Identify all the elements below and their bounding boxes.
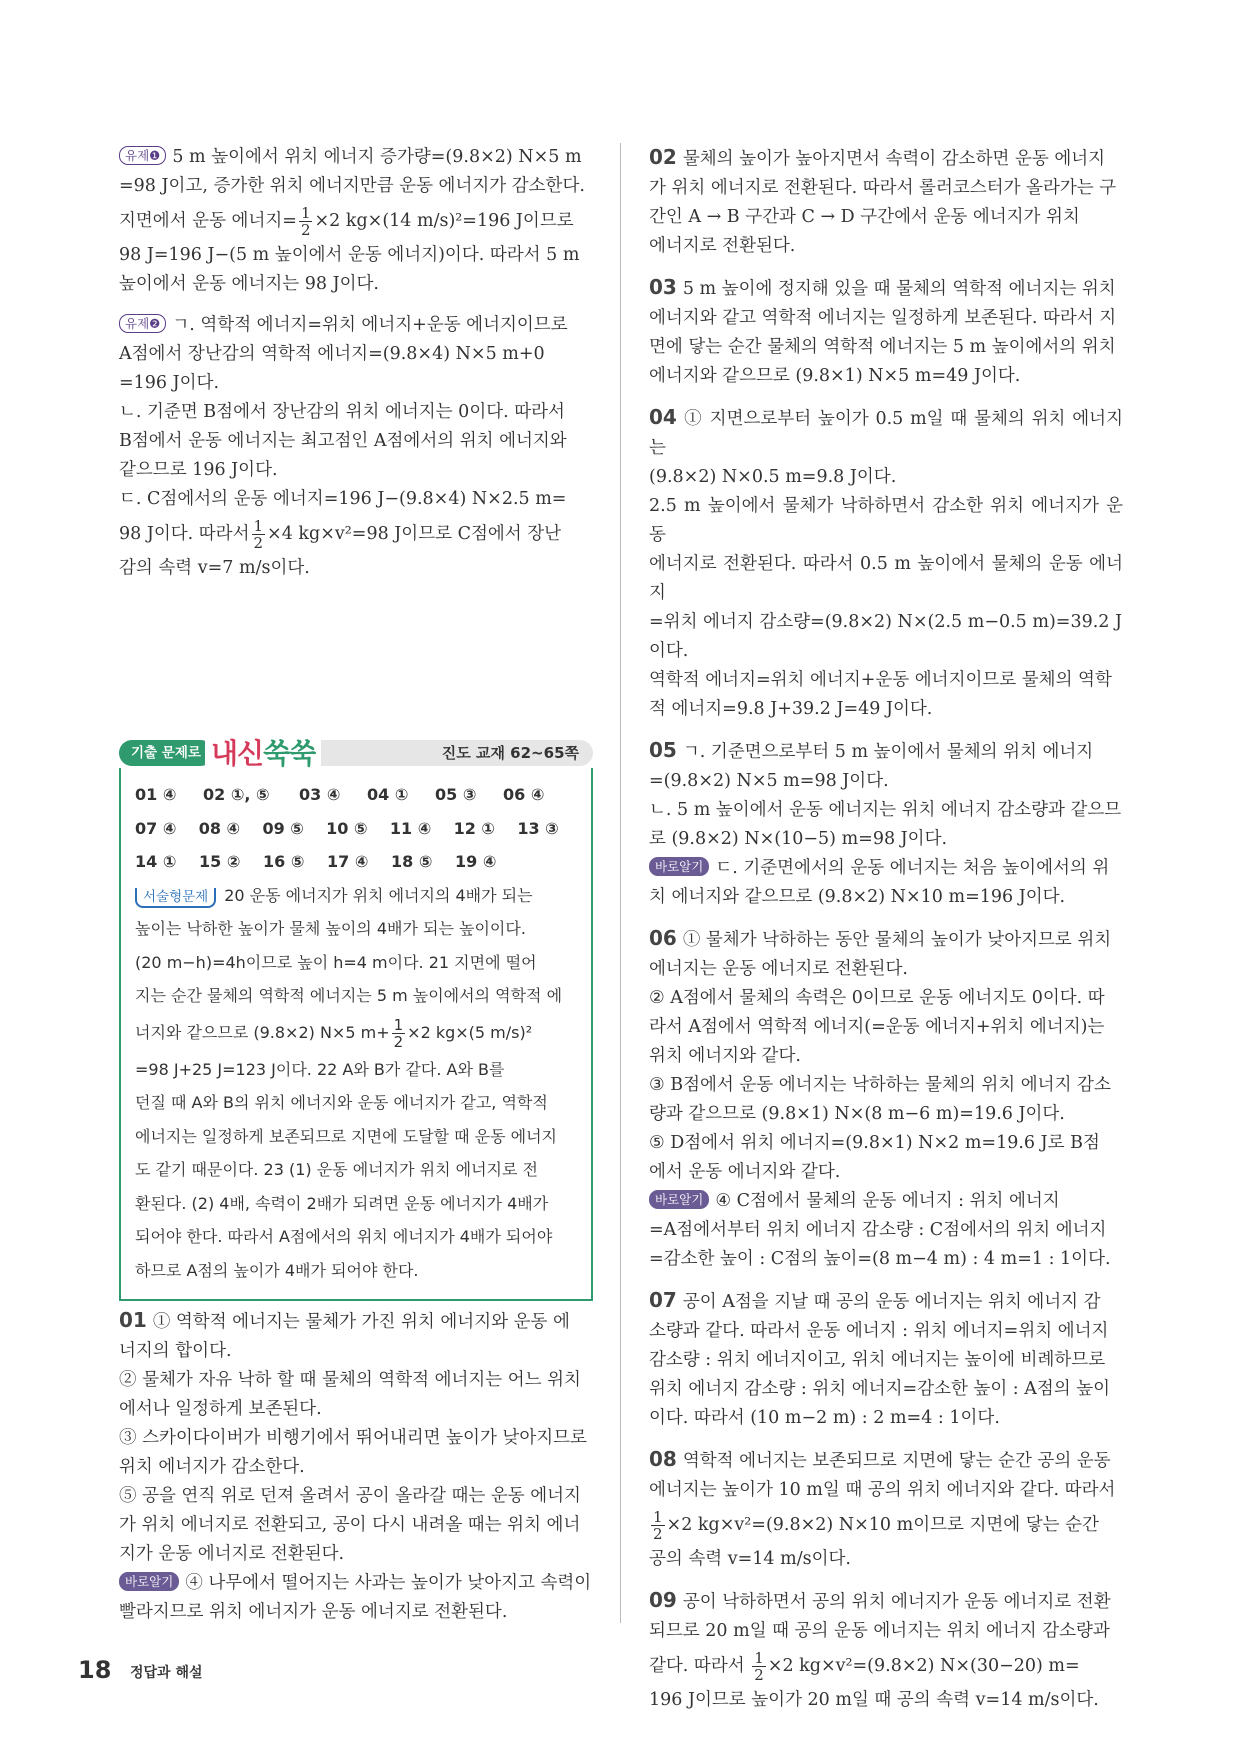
- correction-tag: 바로알기: [119, 1572, 179, 1591]
- fraction: $\frac{1}{2}$: [300, 204, 311, 239]
- text-line: 에너지로 전환된다. 따라서 0.5 m 높이에서 물체의 운동 에너지: [649, 554, 1123, 603]
- text-line: 98 J이다. 따라서: [119, 524, 250, 544]
- question-number: 09: [649, 1588, 677, 1612]
- text-line: 소량과 같다. 따라서 운동 에너지 : 위치 에너지=위치 에너지: [649, 1321, 1109, 1341]
- example-1: [119, 143, 593, 299]
- question-number: 07: [649, 1288, 677, 1312]
- text-line: 되어야 한다. 따라서 A점에서의 위치 에너지가 4배가 되어야: [135, 1227, 553, 1246]
- answer-07: 07 공이 A점을 지날 때 공의 운동 에너지는 위치 에너지 감 소량과 같다. 따라서 운동 에너지 : 위치 에너지=위치 에너지 감소량 : 위치 에너지이고, 위치 에너지는 높이에 비례하므로 위치 에너지 감소량 : 위치 에너지=감소한 높이 : A점의 높이 이다. 따라서 (10 m−2 m) : 2 m=4 : 1이다.: [649, 1286, 1123, 1433]
- text-line: 하므로 A점의 높이가 4배가 되어야 한다.: [135, 1260, 419, 1280]
- text-line: ⑤ D점에서 위치 에너지=(9.8×1) N×2 m=19.6 J로 B점: [649, 1133, 1100, 1153]
- answer-box: [119, 734, 593, 1301]
- footer-label: 정답과 해설: [130, 1665, 203, 1681]
- text-line: 위치 에너지가 감소한다.: [119, 1457, 305, 1477]
- text-line: 가 위치 에너지로 전환되고, 공이 다시 내려올 때는 위치 에너: [119, 1515, 581, 1535]
- question-number: 02: [649, 145, 677, 169]
- right-column: [649, 143, 1123, 1727]
- text-line: (20 m−h)=4h이므로 높이 h=4 m이다. 21 지면에 떨어: [135, 952, 537, 972]
- text-line: 역학적 에너지=위치 에너지+운동 에너지이므로 물체의 역학: [649, 670, 1112, 690]
- answer-box-header: [119, 734, 593, 770]
- fraction: $\frac{1}{2}$: [754, 1649, 764, 1684]
- fraction: $\frac{1}{2}$: [653, 1508, 663, 1543]
- text-line: 던질 때 A와 B의 위치 에너지와 운동 에너지가 같고, 역학적: [135, 1093, 548, 1112]
- text-line: 2.5 m 높이에서 물체가 낙하하면서 감소한 위치 에너지가 운동: [649, 496, 1123, 545]
- answer-01: [119, 1306, 593, 1639]
- text-line: 면에 닿는 순간 물체의 역학적 에너지는 5 m 높이에서의 위치: [649, 337, 1116, 357]
- text-line: =98 J+25 J=123 J이다. 22 A와 B가 같다. A와 B를: [135, 1059, 505, 1079]
- text-line: 에너지와 같고 역학적 에너지는 일정하게 보존된다. 따라서 지: [649, 308, 1117, 328]
- answer-08: 08 역학적 에너지는 보존되므로 지면에 닿는 순간 공의 운동 에너지는 높이가 10 m일 때 공의 위치 에너지와 같다. 따라서 $\frac{1}{2}$ ×2 kg×v²=(9.8×2) N×10 m이므로 지면에 닿는 순간 공의 속력 v=14 m/s이다.: [649, 1445, 1123, 1574]
- question-number: 01: [119, 1308, 147, 1332]
- text-line: 에너지는 운동 에너지로 전환된다.: [649, 959, 908, 979]
- fraction: $\frac{1}{2}$: [253, 517, 264, 552]
- answer-02: 02 물체의 높이가 높아지면서 속력이 감소하면 운동 에너지 가 위치 에너지로 전환된다. 따라서 롤러코스터가 올라가는 구 간인 A → B 구간과 C → D 구간에서 운동 에너지가 위치 에너지로 전환된다.: [649, 143, 1123, 261]
- text-line: 량과 같으므로 (9.8×1) N×(8 m−6 m)=19.6 J이다.: [649, 1104, 1065, 1124]
- text-line: 라서 A점에서 역학적 에너지(=운동 에너지+위치 에너지)는: [649, 1017, 1105, 1037]
- text-line: =98 J이고, 증가한 위치 에너지만큼 운동 에너지가 감소한다.: [119, 176, 585, 196]
- answer-04: 04 ① 지면으로부터 높이가 0.5 m일 때 물체의 위치 에너지는 (9.8×2) N×0.5 m=9.8 J이다. 2.5 m 높이에서 물체가 낙하하면서 감소한 위치 에너지가 운동 에너지로 전환된다. 따라서 0.5 m 높이에서 물체의 운동 에너지 =위치 에너지 감소량=(9.8×2) N×(2.5 m−0.5 m)=39.2 J 이다. 역학적 에너지=위치 에너지+운동 에너지이므로 물체의 역학 적 에너지=9.8 J+39.2 J=49 J이다.: [649, 403, 1123, 724]
- text-line: 너지와 같으므로 (9.8×2) N×5 m+: [135, 1022, 390, 1042]
- text-line: 에너지는 높이가 10 m일 때 공의 위치 에너지와 같다. 따라서: [649, 1480, 1116, 1500]
- text-line: B점에서 운동 에너지는 최고점인 A점에서의 위치 에너지와: [119, 431, 567, 451]
- answer-05: 05 ㄱ. 기준면으로부터 5 m 높이에서 물체의 위치 에너지 =(9.8×2) N×5 m=98 J이다. ㄴ. 5 m 높이에서 운동 에너지는 위치 에너지 감소량과 같으므 로 (9.8×2) N×(10−5) m=98 J이다. 바로알기 ㄷ. 기준면에서의 운동 에너지는 처음 높이에서의 위 치 에너지와 같으므로 (9.8×2) N×10 m=196 J이다.: [649, 736, 1123, 912]
- text-line: ×2 kg×(14 m/s)²=196 J이므로: [314, 211, 574, 231]
- column-divider: [620, 143, 621, 1623]
- text-line: =위치 에너지 감소량=(9.8×2) N×(2.5 m−0.5 m)=39.2 J: [649, 612, 1123, 632]
- text-line: 20 운동 에너지가 위치 에너지의 4배가 되는: [224, 885, 533, 905]
- text-line: 에서나 일정하게 보존된다.: [119, 1399, 322, 1419]
- text-line: 빨라지므로 위치 에너지가 운동 에너지로 전환된다.: [119, 1602, 508, 1622]
- question-number: 06: [649, 926, 677, 950]
- text-line: ② A점에서 물체의 속력은 0이므로 운동 에너지도 0이다. 따: [649, 988, 1105, 1008]
- text-line: 지가 운동 에너지로 전환된다.: [119, 1544, 345, 1564]
- text-line: 지는 순간 물체의 역학적 에너지는 5 m 높이에서의 역학적 에: [135, 986, 563, 1005]
- text-line: ⑤ 공을 연직 위로 던져 올려서 공이 올라갈 때는 운동 에너지: [119, 1486, 581, 1506]
- answer-03: 03 5 m 높이에 정지해 있을 때 물체의 역학적 에너지는 위치 에너지와 같고 역학적 에너지는 일정하게 보존된다. 따라서 지 면에 닿는 순간 물체의 역학적 에너지는 5 m 높이에서의 위치 에너지와 같으므로 (9.8×1) N×5 m=49 J이다.: [649, 273, 1123, 391]
- text-line: 위치 에너지와 같다.: [649, 1046, 801, 1066]
- question-number: 05: [649, 738, 677, 762]
- text-line: 공의 속력 v=14 m/s이다.: [649, 1549, 851, 1569]
- correction-tag: 바로알기: [649, 857, 709, 876]
- answer-06: 06 ① 물체가 낙하하는 동안 물체의 높이가 낮아지므로 위치 에너지는 운동 에너지로 전환된다. ② A점에서 물체의 속력은 0이므로 운동 에너지도 0이다. 따 라서 A점에서 역학적 에너지(=운동 에너지+위치 에너지)는 위치 에너지와 같다. ③ B점에서 운동 에너지는 낙하하는 물체의 위치 에너지 감소 량과 같으므로 (9.8×1) N×(8 m−6 m)=19.6 J이다. ⑤ D점에서 위치 에너지=(9.8×1) N×2 m=19.6 J로 B점 에서 운동 에너지와 같다. 바로알기 ④ C점에서 물체의 운동 에너지 : 위치 에너지 =A점에서부터 위치 에너지 감소량 : C점에서의 위치 에너지 =감소한 높이 : C점의 높이=(8 m−4 m) : 4 m=1 : 1이다.: [649, 924, 1123, 1274]
- text-line: ③ B점에서 운동 에너지는 낙하하는 물체의 위치 에너지 감소: [649, 1075, 1111, 1095]
- text-line: ㄴ. 기준면 B점에서 장난감의 위치 에너지는 0이다. 따라서: [119, 402, 565, 422]
- text-line: 환된다. (2) 4배, 속력이 2배가 되려면 운동 에너지가 4배가: [135, 1193, 549, 1213]
- text-line: 5 m 높이에서 위치 에너지 증가량=(9.8×2) N×5 m: [172, 147, 582, 167]
- question-number: 08: [649, 1447, 677, 1471]
- text-line: 높이는 낙하한 높이가 물체 높이의 4배가 되는 높이이다.: [135, 919, 526, 938]
- text-line: ④ 나무에서 떨어지는 사과는 높이가 낮아지고 속력이: [185, 1573, 592, 1593]
- text-line: =감소한 높이 : C점의 높이=(8 m−4 m) : 4 m=1 : 1이다.: [649, 1249, 1111, 1269]
- text-line: ㄴ. 5 m 높이에서 운동 에너지는 위치 에너지 감소량과 같으므: [649, 800, 1122, 820]
- text-line: ×2 kg×(5 m/s)²: [407, 1022, 533, 1042]
- text-line: 이다.: [649, 641, 689, 661]
- brand-title: 내신쑥쑥: [205, 732, 321, 772]
- text-line: 위치 에너지 감소량 : 위치 에너지=감소한 높이 : A점의 높이: [649, 1379, 1111, 1399]
- text-line: (9.8×2) N×0.5 m=9.8 J이다.: [649, 467, 897, 487]
- essay-answers: [135, 879, 577, 1288]
- text-line: 감의 속력 v=7 m/s이다.: [119, 558, 310, 578]
- text-line: 에너지로 전환된다.: [649, 236, 796, 256]
- progress-text: 진도 교재 62~65쪽: [441, 744, 579, 762]
- question-number: 04: [649, 405, 677, 429]
- text-line: =(9.8×2) N×5 m=98 J이다.: [649, 771, 889, 791]
- text-line: 치 에너지와 같으므로 (9.8×2) N×10 m=196 J이다.: [649, 887, 1066, 907]
- correction-tag: 바로알기: [649, 1190, 709, 1209]
- answer-box-body: [119, 768, 593, 1301]
- text-line: 이다. 따라서 (10 m−2 m) : 2 m=4 : 1이다.: [649, 1408, 1000, 1428]
- text-line: 98 J=196 J−(5 m 높이에서 운동 에너지)이다. 따라서 5 m: [119, 245, 580, 265]
- text-line: ② 물체가 자유 낙하 할 때 물체의 역학적 에너지는 어느 위치: [119, 1370, 581, 1390]
- text-line: 도 같기 때문이다. 23 (1) 운동 에너지가 위치 에너지로 전: [135, 1160, 539, 1179]
- text-line: ㄷ. C점에서의 운동 에너지=196 J−(9.8×4) N×2.5 m=: [119, 489, 567, 509]
- text-line: 가 위치 에너지로 전환된다. 따라서 롤러코스터가 올라가는 구: [649, 178, 1117, 198]
- text-line: 196 J이므로 높이가 20 m일 때 공의 속력 v=14 m/s이다.: [649, 1690, 1099, 1710]
- left-column: [119, 143, 593, 595]
- question-number: 03: [649, 275, 677, 299]
- answer-row: 07 ④ 08 ④ 09 ⑤ 10 ⑤ 11 ④ 12 ① 13 ③: [135, 818, 559, 838]
- essay-badge: 서술형문제: [135, 888, 216, 908]
- page-number: 18: [78, 1656, 112, 1684]
- text-line: 되므로 20 m일 때 공의 운동 에너지는 위치 에너지 감소량과: [649, 1621, 1110, 1641]
- text-line: 로 (9.8×2) N×(10−5) m=98 J이다.: [649, 829, 948, 849]
- text-line: A점에서 장난감의 역학적 에너지=(9.8×4) N×5 m+0: [119, 344, 545, 364]
- text-line: 감소량 : 위치 에너지이고, 위치 에너지는 높이에 비례하므로: [649, 1350, 1106, 1370]
- text-line: =196 J이다.: [119, 373, 220, 393]
- text-line: 에너지는 일정하게 보존되므로 지면에 도달할 때 운동 에너지: [135, 1126, 558, 1146]
- text-line: 적 에너지=9.8 J+39.2 J=49 J이다.: [649, 699, 933, 719]
- text-line: 간인 A → B 구간과 C → D 구간에서 운동 에너지가 위치: [649, 207, 1080, 227]
- text-line: ×4 kg×v²=98 J이므로 C점에서 장난: [267, 524, 562, 544]
- text-line: 에너지와 같으므로 (9.8×1) N×5 m=49 J이다.: [649, 366, 1021, 386]
- text-line: 에서 운동 에너지와 같다.: [649, 1162, 841, 1182]
- answer-09: 09 공이 낙하하면서 공의 위치 에너지가 운동 에너지로 전환 되므로 20 m일 때 공의 운동 에너지는 위치 에너지 감소량과 같다. 따라서 $\frac{1}{2}$ ×2 kg×v²=(9.8×2) N×(30−20) m= 196 J이므로 높이가 20 m일 때 공의 속력 v=14 m/s이다.: [649, 1586, 1123, 1715]
- example-tag: 유제❷: [119, 314, 166, 333]
- text-line: ① 역학적 에너지는 물체가 가진 위치 에너지와 운동 에: [152, 1312, 570, 1332]
- text-line: ③ 스카이다이버가 비행기에서 뛰어내리면 높이가 낮아지므로: [119, 1428, 587, 1448]
- answer-row: 14 ① 15 ② 16 ⑤ 17 ④ 18 ⑤ 19 ④: [135, 852, 497, 871]
- answer-row: 01 ④ 02 ①, ⑤ 03 ④ 04 ① 05 ③ 06 ④: [135, 785, 545, 804]
- example-2: [119, 311, 593, 583]
- answer-box-label: 기출 문제로: [119, 740, 213, 766]
- fraction: $\frac{1}{2}$: [393, 1015, 404, 1051]
- text-line: =A점에서부터 위치 에너지 감소량 : C점에서의 위치 에너지: [649, 1220, 1107, 1240]
- text-line: 같으므로 196 J이다.: [119, 460, 278, 480]
- text-line: 높이에서 운동 에너지는 98 J이다.: [119, 274, 379, 294]
- text-line: 지면에서 운동 에너지=: [119, 211, 297, 231]
- text-line: 너지의 합이다.: [119, 1341, 232, 1361]
- text-line: ㄱ. 역학적 에너지=위치 에너지+운동 에너지이므로: [172, 315, 568, 335]
- example-tag: 유제❶: [119, 146, 166, 165]
